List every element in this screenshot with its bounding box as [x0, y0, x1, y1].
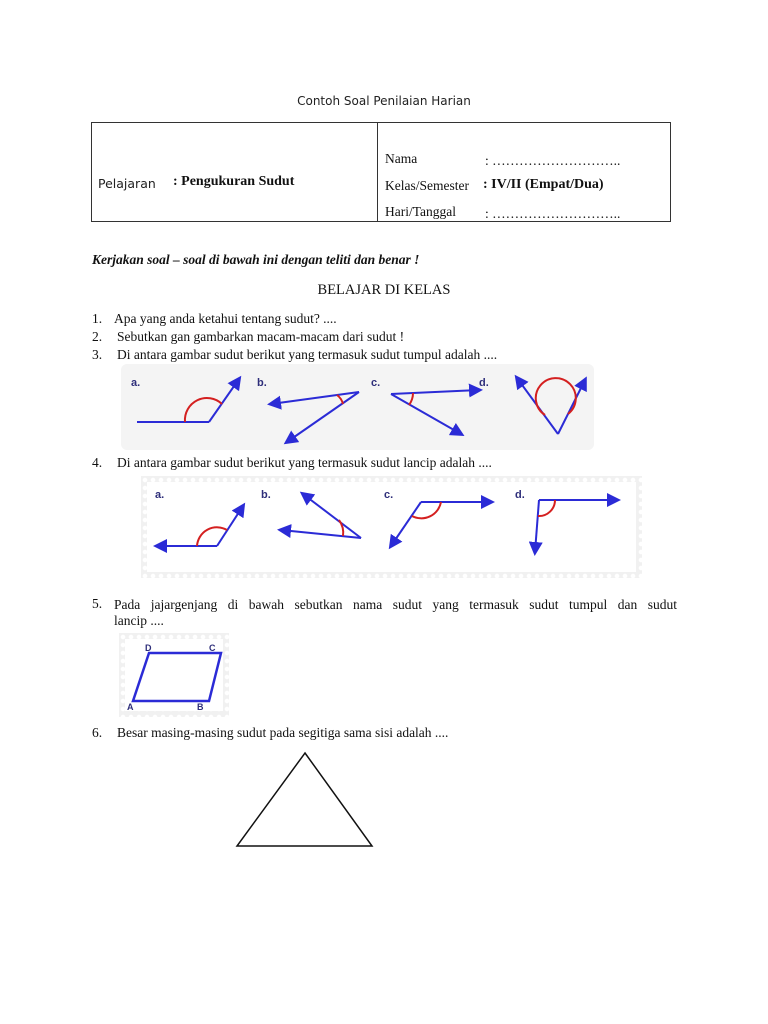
fig4-b-ray1 [281, 530, 361, 538]
figure-q3-obtuse-angles [121, 364, 594, 450]
pelajaran-label: Pelajaran [98, 176, 156, 191]
question-5-number: 5. [92, 596, 103, 611]
question-1-number: 1. [92, 311, 103, 326]
figure-q4-svg [147, 482, 636, 572]
fig3-c-ray2 [391, 394, 461, 434]
vertex-d-label: D [145, 643, 152, 653]
table-divider [377, 123, 378, 221]
fig3-c-ray1 [391, 390, 479, 394]
equilateral-triangle [234, 750, 376, 850]
fig4-label-b: b. [261, 489, 271, 501]
question-4: Di antara gambar sudut berikut yang termasuk sudut lancip adalah .... [117, 455, 492, 470]
figure-q3-svg [121, 364, 594, 450]
vertex-b-label: B [197, 702, 204, 711]
vertex-c-label: C [209, 643, 216, 653]
figure-q4-acute-angles [141, 476, 642, 578]
fig4-label-c: c. [384, 489, 394, 501]
fig4-d-arc [538, 500, 555, 516]
kelas-value: : IV/II (Empat/Dua) [483, 177, 604, 192]
question-2: Sebutkan gan gambarkan macam-macam dari sudut ! [117, 329, 405, 344]
fig4-a-ray2 [217, 506, 243, 546]
triangle-shape [237, 753, 372, 846]
question-2-number: 2. [92, 329, 103, 344]
hari-value: : ……………………….. [485, 206, 621, 221]
question-5-line1: Pada jajargenjang di bawah sebutkan nama sudut yang termasuk sudut tumpul dan sudut [114, 597, 677, 612]
fig3-c-arc [409, 393, 413, 405]
fig3-label-c: c. [371, 377, 381, 389]
question-6-number: 6. [92, 725, 103, 740]
question-4-number: 4. [92, 455, 103, 470]
nama-value: : ……………………….. [485, 153, 621, 168]
instruction: Kerjakan soal – soal di bawah ini dengan teliti dan benar ! [92, 252, 420, 267]
document-title: Contoh Soal Penilaian Harian [297, 94, 471, 108]
fig4-d-ray2 [535, 500, 539, 552]
question-5-line2: lancip .... [114, 613, 164, 628]
kelas-label: Kelas/Semester [385, 178, 469, 193]
fig3-b-arc [337, 395, 343, 404]
header-table [91, 122, 671, 222]
question-1: Apa yang anda ketahui tentang sudut? .... [114, 311, 337, 326]
parallelogram-svg [125, 639, 223, 711]
nama-label: Nama [385, 151, 418, 166]
fig4-label-a: a. [155, 489, 165, 501]
fig3-label-b: b. [257, 377, 267, 389]
fig4-b-ray2 [303, 494, 361, 538]
fig4-c-ray2 [391, 502, 421, 546]
fig4-label-d: d. [515, 489, 525, 501]
fig3-label-d: d. [479, 377, 489, 389]
fig3-a-ray2 [209, 379, 239, 422]
question-3-number: 3. [92, 347, 103, 362]
fig3-d-ray2 [558, 380, 585, 434]
pelajaran-value: : Pengukuran Sudut [173, 174, 295, 189]
section-title: BELAJAR DI KELAS [317, 282, 451, 298]
fig3-label-a: a. [131, 377, 141, 389]
parallelogram-shape [133, 653, 221, 701]
fig4-b-arc [339, 520, 343, 536]
vertex-a-label: A [127, 702, 134, 711]
question-3: Di antara gambar sudut berikut yang termasuk sudut tumpul adalah .... [117, 347, 498, 362]
figure-q5-parallelogram [119, 633, 229, 717]
question-6: Besar masing-masing sudut pada segitiga sama sisi adalah .... [117, 725, 449, 740]
hari-label: Hari/Tanggal [385, 204, 457, 219]
